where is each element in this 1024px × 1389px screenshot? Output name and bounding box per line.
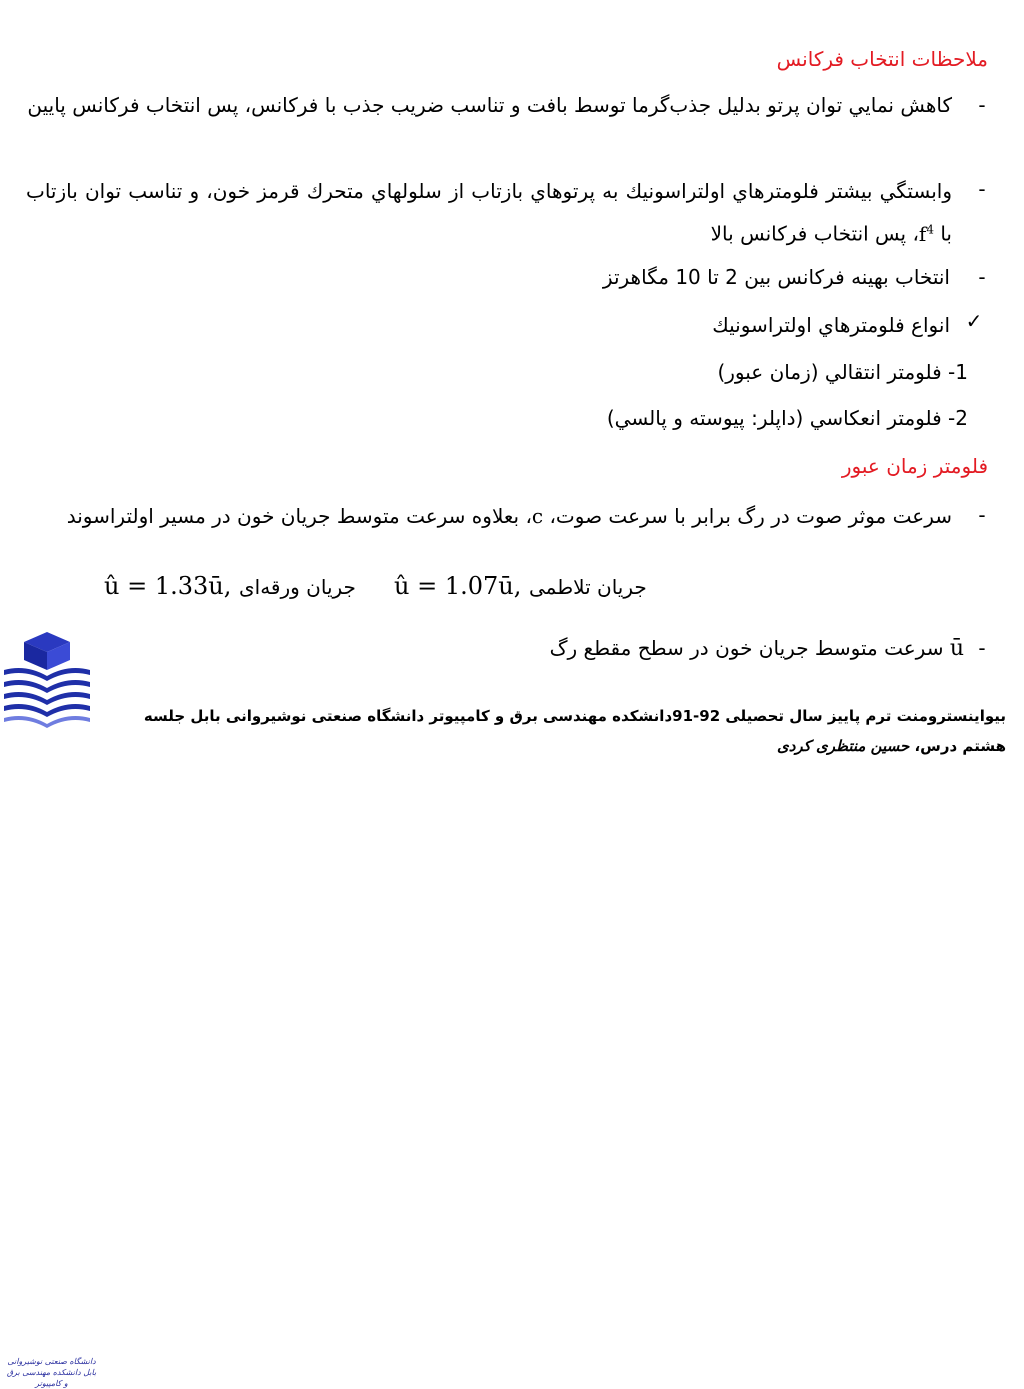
type-item-doppler: 2- فلومتر انعكاسي (داپلر: پيوسته و پالسي) bbox=[606, 406, 968, 430]
author-name: حسین منتظری کردی bbox=[776, 737, 910, 755]
formula-f4: $f^4$ bbox=[918, 221, 934, 246]
bullet-text-reflection-part2: ، پس انتخاب فرکانس بالا bbox=[710, 221, 919, 246]
section-heading-frequency: ملاحظات انتخاب فرکانس bbox=[776, 47, 988, 71]
university-logo bbox=[0, 630, 100, 1388]
bullet-dash: - bbox=[978, 265, 986, 289]
footer-line-1: بیواینسترومنت ترم پاییز سال تحصیلی 92-91دانشکده مهندسی برق و کامپیوتر دانشگاه صنعتی نوشیروانی بابل جلسه bbox=[143, 707, 1006, 725]
check-icon: ✓ bbox=[965, 309, 983, 333]
bullet-text-attenuation: كاهش نمايي توان پرتو بدليل جذب‌گرما توسط بافت و تناسب ضریب جذب با فرکانس، پس انتخاب فرکانس پایین bbox=[27, 93, 952, 117]
symbol-c: c bbox=[531, 504, 544, 528]
bullet-dash: - bbox=[978, 503, 986, 527]
formula-turbulent: û = 1.07ū, جریان تلاطمی bbox=[394, 572, 647, 600]
logo-caption: دانشگاه صنعتی نوشیروانی بابل دانشکده مهندسی برق و کامپیوتر bbox=[6, 1357, 97, 1388]
bullet-text-reflection bbox=[26, 172, 952, 253]
bullet-text-reflection-part1: وابستگي بيشتر فلومترهاي اولتراسونيك به پرتوهاي بازتاب از سلولهاي متحرك قرمز خون، و تناسب توان بازتاب با bbox=[26, 179, 952, 246]
bullet-dash: - bbox=[978, 177, 986, 201]
types-title: انواع فلومترهاي اولتراسونيك bbox=[712, 313, 950, 337]
footer-line-2: هشتم درس، حسین منتظری کردی bbox=[776, 737, 1006, 755]
bullet-dash: - bbox=[978, 636, 986, 660]
bullet-text-mean-velocity: ū سرعت متوسط جريان خون در سطح مقطع رگ bbox=[549, 636, 964, 661]
bullet-text-optimal-frequency: انتخاب بهينه فرکانس بين 2 تا 10 مگاهرتز bbox=[602, 265, 950, 289]
symbol-u-bar: ū bbox=[949, 636, 964, 661]
bullet-dash: - bbox=[978, 93, 986, 117]
bullet-text-sound-speed: سرعت موثر صوت در رگ برابر با سرعت صوت، c، بعلاوه سرعت متوسط جريان خون در مسير اولتراسوند bbox=[66, 504, 952, 528]
section-heading-transit-time: فلومتر زمان عبور bbox=[841, 454, 988, 478]
logo-emblem-icon bbox=[0, 630, 100, 730]
type-item-transit-time: 1- فلومتر انتقالي (زمان عبور) bbox=[717, 360, 968, 384]
formula-laminar: û = 1.33ū, جریان ورقه‌ای bbox=[104, 572, 356, 600]
